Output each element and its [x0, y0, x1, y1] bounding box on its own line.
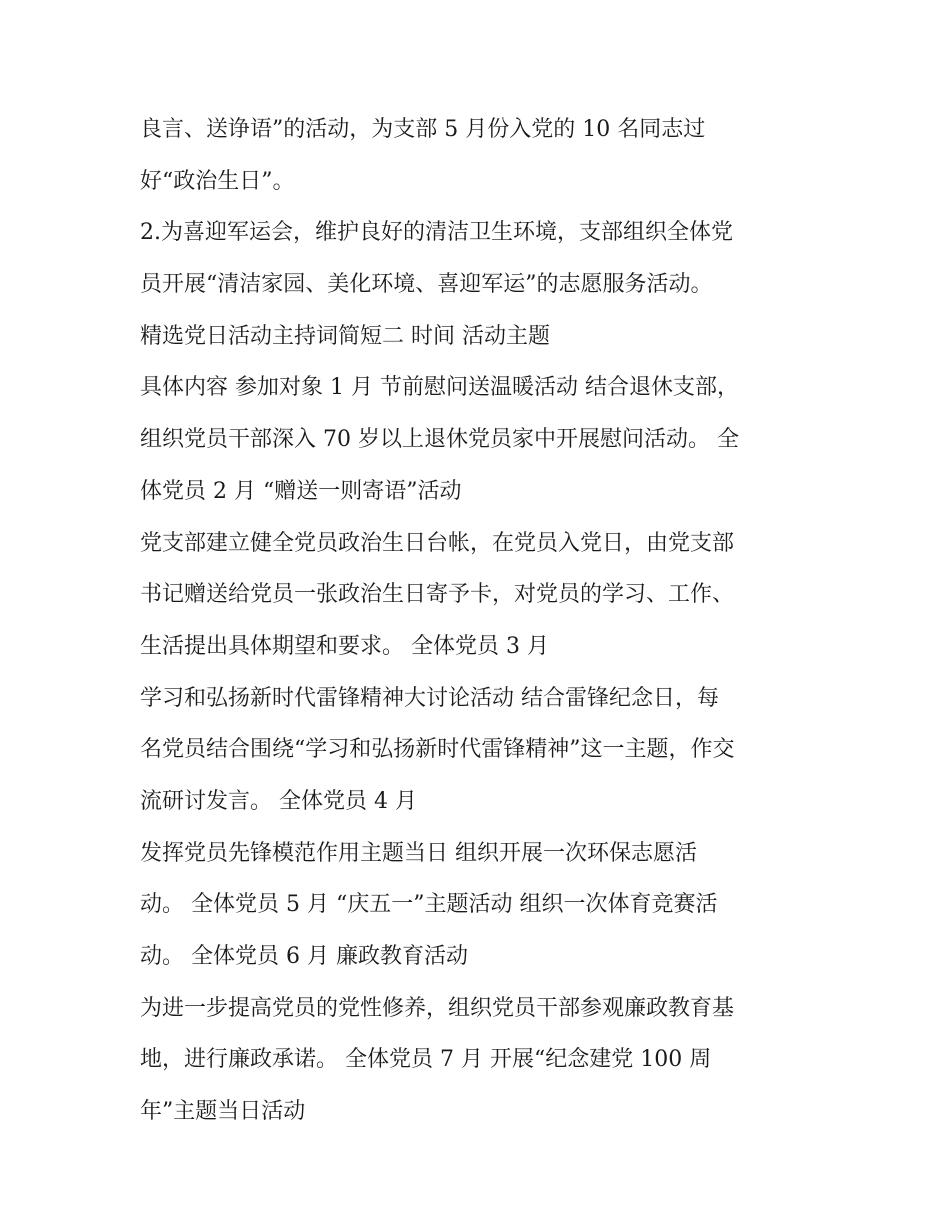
text-line: 发挥党员先锋模范作用主题当日 组织开展一次环保志愿活: [140, 840, 697, 866]
text-line: 良言、送诤语”的活动，为支部 5 月份入党的 10 名同志过: [140, 117, 706, 142]
text-line: 地，进行廉政承诺。 全体党员 7 月 开展“纪念建党 100 周: [140, 1047, 712, 1073]
text-line: 年”主题当日活动: [140, 1099, 306, 1125]
text-line: 组织党员干部深入 70 岁以上退休党员家中开展慰问活动。 全: [140, 427, 739, 453]
text-line: 具体内容 参加对象 1 月 节前慰问送温暖活动 结合退休支部，: [140, 375, 739, 401]
text-line: 精选党日活动主持词简短二 时间 活动主题: [140, 323, 550, 349]
text-line: 书记赠送给党员一张政治生日寄予卡，对党员的学习、工作、: [140, 582, 735, 608]
text-line: 名党员结合围绕“学习和弘扬新时代雷锋精神”这一主题，作交: [140, 737, 735, 763]
text-line: 好“政治生日”。: [140, 168, 295, 194]
text-line: 为进一步提高党员的党性修养，组织党员干部参观廉政教育基: [140, 995, 735, 1021]
document-body: [140, 104, 830, 1138]
text-line: 2.为喜迎军运会，维护良好的清洁卫生环境，支部组织全体党: [140, 220, 733, 246]
text-line: 学习和弘扬新时代雷锋精神大讨论活动 结合雷锋纪念日，每: [140, 685, 719, 711]
text-line: 流研讨发言。 全体党员 4 月: [140, 788, 417, 814]
text-line: 体党员 2 月 “赠送一则寄语”活动: [140, 478, 462, 504]
text-line: 员开展“清洁家园、美化环境、喜迎军运”的志愿服务活动。: [140, 272, 713, 298]
text-line: 动。 全体党员 5 月 “庆五一”主题活动 组织一次体育竞赛活: [140, 892, 718, 918]
text-line: 生活提出具体期望和要求。 全体党员 3 月: [140, 633, 549, 659]
text-line: 党支部建立健全党员政治生日台帐，在党员入党日，由党支部: [140, 530, 735, 556]
text-line: 动。 全体党员 6 月 廉政教育活动: [140, 944, 468, 969]
